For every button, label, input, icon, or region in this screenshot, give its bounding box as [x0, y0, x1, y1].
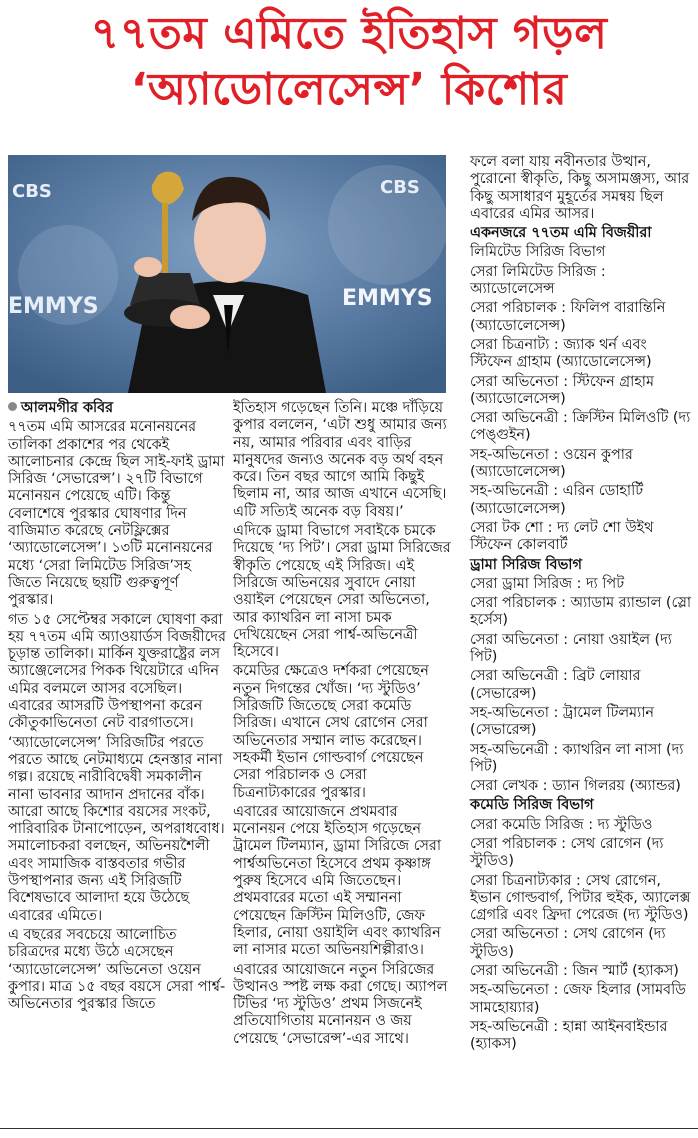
winner-item: সহ-অভিনেত্রী : ক্যাথরিন লা নাসা (দ্য পিট) [470, 741, 684, 775]
paragraph: এদিকে ড্রামা বিভাগে সবাইকে চমকে দিয়েছে ‘দ্য পিট’। সেরা ড্রামা সিরিজের স্বীকৃতি পেয়েছে এই সিরিজ। এই সিরিজে অভিনয়ের সুবাদে নোয়া ওয়াইল পেয়েছেন সেরা অভিনেতা, আর ক্যাথরিন লা নাসা চমক দেখিয়েছেন সেরা পার্শ্ব-অভিনেত্রী হিসেবে। [233, 523, 451, 661]
paragraph: গত ১৫ সেপ্টেম্বর সকালে ঘোষণা করা হয় ৭৭তম এমি অ্যাওয়ার্ডস বিজয়ীদের চূড়ান্ত তালিকা। মার্কিন যুক্তরাষ্ট্রের লস অ্যাঞ্জেলেসের পিকক থিয়েটারে এদিন এমির বলমলে আসর বসেছিল। এবারের আসরটি উপস্থাপনা করেন কৌতুকাভিনেতা নেট বারগাতসে। [8, 611, 226, 732]
winner-item: সেরা কমেডি সিরিজ : দ্য স্টুডিও [470, 816, 653, 833]
headline-line-2: ‘অ্যাডোলেসেন্স’ কিশোর [130, 64, 568, 115]
article-column-3 [470, 154, 692, 1056]
author-name: আলমগীর কবির [21, 400, 114, 416]
winners-heading: একনজরে ৭৭তম এমি বিজয়ীরা [470, 225, 652, 242]
winner-item: সহ-অভিনেতা : ওয়েন কুপার (অ্যাডোলেসেন্স) [470, 446, 633, 481]
winner-item: সেরা ড্রামা সিরিজ : দ্য পিট [470, 575, 625, 592]
winner-item: সেরা চিত্রনাট্য : জ্যাক থর্ন এবং স্টিফেন গ্রাহাম (অ্যাডোলেসেন্স) [470, 336, 652, 371]
article-column-2 [233, 400, 451, 1050]
winner-item: সেরা টক শো : দ্য লেট শো উইথ স্টিফেন কোলবার্ট [470, 519, 654, 554]
winner-item: সেরা অভিনেত্রী : ব্রিট লোয়ার (সেভারেন্স) [470, 668, 641, 702]
author-byline [8, 400, 226, 417]
winner-item: সহ-অভিনেত্রী : এরিন ডোহার্টি (অ্যাডোলেসেন্স) [470, 483, 644, 517]
paragraph: এ বছরের সবচেয়ে আলোচিত চরিত্রদের মধ্যে উঠে এসেছেন ‘অ্যাডোলেসেন্স’ অভিনেতা ওয়েন কুপার। মাত্র ১৫ বছর বয়সে সেরা পার্শ্ব-অভিনেতার পুরস্কার জিতে [8, 926, 226, 1013]
bullet-dot-icon [8, 402, 17, 411]
winner-item: সেরা অভিনেতা : স্টিফেন গ্রাহাম (অ্যাডোলেসেন্স) [470, 373, 654, 407]
winner-item: সেরা পরিচালক : সেথ রোগেন (দ্য স্টুডিও) [470, 835, 664, 870]
photo-illustration [8, 155, 446, 393]
winner-item: সেরা লিমিটেড সিরিজ : অ্যাডোলেসেন্স [470, 263, 606, 298]
paragraph: এবারের আয়োজনে নতুন সিরিজের উত্থানও স্পষ্ট লক্ষ করা গেছে। অ্যাপল টিভির ‘দ্য স্টুডিও’ প্রথম সিজনেই প্রতিযোগিতায় মনোনয়ন ও জয় পেয়েছে ‘সেভারেন্স’-এর সাথে। [233, 961, 448, 1047]
comedy-section-title: কমেডি সিরিজ বিভাগ [470, 797, 594, 814]
emmys-text-right: EMMYS [342, 286, 433, 311]
paragraph: ইতিহাস গড়েছেন তিনি। মঞ্চে দাঁড়িয়ে কুপার বললেন, ‘এটা শুধু আমার জন্য নয়, আমার পরিবার এবং বাড়ির মানুষদের জন্যও অনেক বড় অর্থ বহন করে। তিন বছর আগে আমি কিছুই ছিলাম না, আর আজ এখানে এসেছি। এটি সত্যিই অনেক বড় বিষয়।’ [233, 400, 447, 520]
limited-section-title: লিমিটেড সিরিজ বিভাগ [470, 244, 606, 261]
drama-section-title: ড্রামা সিরিজ বিভাগ [470, 556, 582, 573]
paragraph: ফলে বলা যায় নবীনতার উত্থান, পুরোনো স্বীকৃতি, কিছু অসামঞ্জস্য, আর কিছু অসাধারণ মুহূর্তের সমন্বয় ছিল এবারের এমির আসর। [470, 154, 690, 222]
winner-item: সেরা চিত্রনাট্যকার : সেথ রোগেন, ইভান গোল্ডবার্গ, পিটার হুইক, অ্যালেক্স গ্রেগরি এবং ফ্রিদা পেরেজ (দ্য স্টুডিও) [470, 872, 691, 924]
article-column-1 [8, 400, 226, 1015]
winner-item: সেরা পরিচালক : ফিলিপ বারান্তিনি (অ্যাডোলেসেন্স) [470, 300, 666, 334]
winner-item: সেরা অভিনেত্রী : ক্রিস্টিন মিলিওটি (দ্য পেঙ্গুইন) [470, 410, 691, 444]
bottom-rule [0, 1128, 698, 1129]
winner-item: সেরা লেখক : ড্যান গিলরয় (অ্যান্ডর) [470, 778, 681, 795]
winner-item: সহ-অভিনেতা : ট্রামেল টিলম্যান (সেভারেন্স) [470, 704, 654, 739]
emmys-text-left: EMMYS [8, 294, 99, 319]
paragraph: ‘অ্যাডোলেসেন্স’ সিরিজটির পরতে পরতে আছে নেটমাধ্যমে হেনস্তার নানা গল্প। রয়েছে নারীবিদ্বেষী সমকালীন নানা ভাবনার আদান প্রদানের বাঁক। আরো আছে কিশোর বয়সের সংকট, পারিবারিক টানাপোড়েন, অপরাধবোধ। সমালোচকরা বলছেন, অভিনয়শৈলী এবং সামাজিক বাস্তবতার গভীর উপস্থাপনার জন্য এই সিরিজটি বিশেষভাবে আলাদা হয়ে উঠেছে এবারের এমিতে। [8, 734, 225, 924]
cbs-logo-right: CBS [380, 177, 420, 198]
winner-item: সেরা অভিনেতা : সেথ রোগেন (দ্য স্টুডিও) [470, 926, 666, 960]
paragraph: কমেডির ক্ষেত্রেও দর্শকরা পেয়েছেন নতুন দিগন্তের খোঁজ। ‘দ্য স্টুডিও’ সিরিজটি জিতেছে সেরা কমেডি সিরিজ। এখানে সেথ রোগেন সেরা অভিনেতার সম্মান লাভ করেছেন। সহকর্মী ইভান গোল্ডবার্গ পেয়েছেন সেরা পরিচালক ও সেরা চিত্রনাট্যকারের পুরস্কার। [233, 663, 429, 801]
headline-line-1: ৭৭তম এমিতে ইতিহাস গড়ল [90, 8, 608, 59]
cbs-logo-left: CBS [12, 181, 52, 202]
headline [0, 6, 698, 118]
winner-item: সহ-অভিনেত্রী : হান্না আইনবাইন্ডার (হ্যাকস) [470, 1018, 668, 1053]
winner-item: সহ-অভিনেতা : জেফ হিলার (সামবডি সামহোয়্যার) [470, 982, 686, 1016]
paragraph: ৭৭তম এমি আসরের মনোনয়নের তালিকা প্রকাশের পর থেকেই আলোচনার কেন্দ্রে ছিল সাই-ফাই ড্রামা সিরিজ ‘সেভারেন্স’। ২৭টি বিভাগে মনোনয়ন পেয়েছে এটি। কিন্তু বেলাশেষে পুরস্কার ঘোষণার দিন বাজিমাত করেছে নেটফ্লিক্সের ‘অ্যাডোলেসেন্স’। ১৩টি মনোনয়নের মধ্যে ‘সেরা লিমিটেড সিরিজ’সহ জিতে নিয়েছে ছয়টি গুরুত্বপূর্ণ পুরস্কার। [8, 419, 225, 609]
article-photo [8, 155, 446, 393]
winner-item: সেরা অভিনেতা : নোয়া ওয়াইল (দ্য পিট) [470, 631, 672, 666]
winner-item: সেরা অভিনেত্রী : জিন স্মার্ট (হ্যাকস) [470, 963, 679, 980]
winner-item: সেরা পরিচালক : অ্যাডাম র‍্যান্ডাল (স্লো হর্সেস) [470, 595, 692, 629]
paragraph: এবারের আয়োজনে প্রথমবার মনোনয়ন পেয়ে ইতিহাস গড়েছেন ট্রামেল টিলম্যান, ড্রামা সিরিজে সেরা পার্শ্বঅভিনেতা হিসেবে প্রথম কৃষ্ণাঙ্গ পুরুষ হিসেবে এমি জিতেছেন। প্রথমবারের মতো এই সম্মাননা পেয়েছেন ক্রিস্টিন মিলিওটি, জেফ হিলার, নোয়া ওয়াইলি এবং ক্যাথরিন লা নাসার মতো অভিনয়শিল্পীরাও। [233, 803, 442, 959]
